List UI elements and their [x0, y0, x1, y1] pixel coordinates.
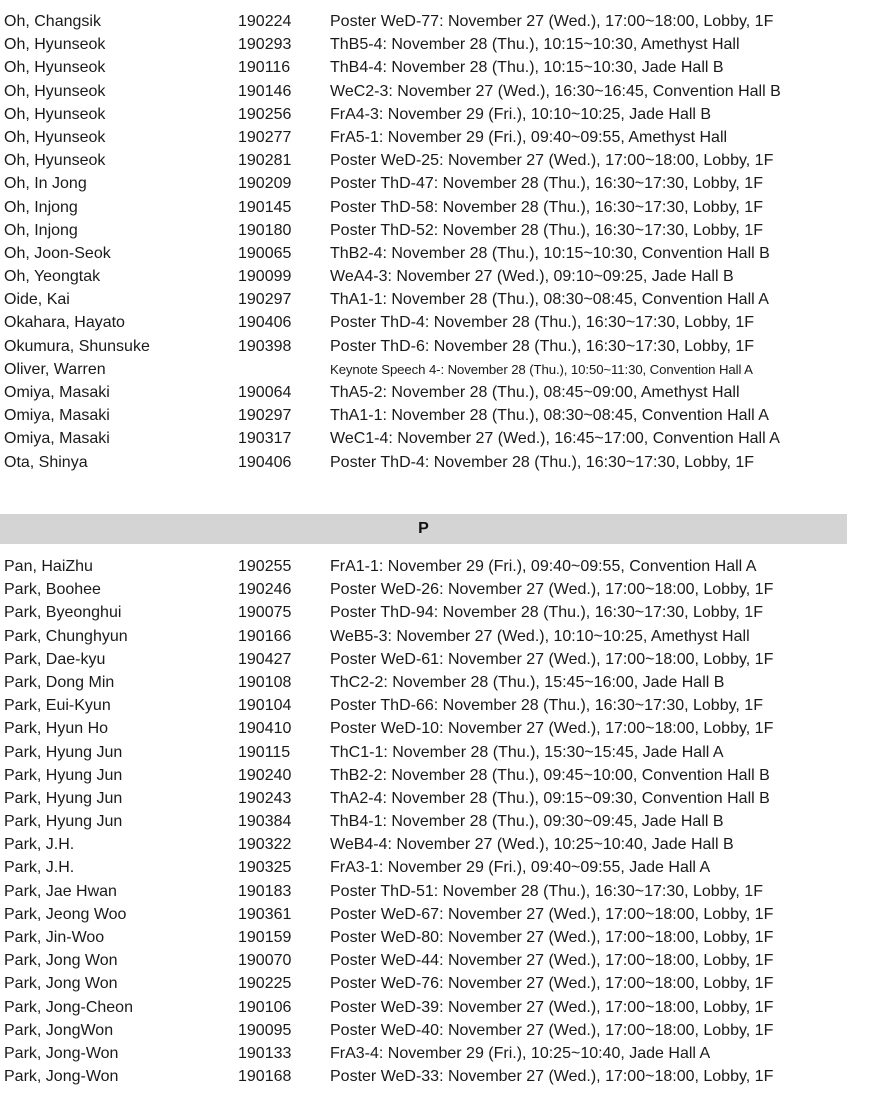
index-row: [4, 196, 864, 219]
session-info: Poster ThD-58: November 28 (Thu.), 16:30~17:30, Lobby, 1F: [330, 198, 763, 216]
index-row: [4, 10, 864, 33]
index-row: [4, 242, 864, 265]
author-name: Park, Hyung Jun: [4, 789, 123, 807]
session-info: Poster ThD-94: November 28 (Thu.), 16:30~17:30, Lobby, 1F: [330, 604, 763, 622]
index-row: [4, 1065, 864, 1088]
author-name: Park, Jong Won: [4, 975, 118, 993]
session-info: ThA5-2: November 28 (Thu.), 08:45~09:00, Amethyst Hall: [330, 384, 740, 401]
session-info: ThB2-4: November 28 (Thu.), 10:15~10:30, Convention Hall B: [330, 244, 770, 262]
paper-id: 190180: [238, 221, 292, 239]
author-name: Park, Byeonghui: [4, 604, 122, 622]
index-row: [4, 219, 864, 242]
author-name: Ota, Shinya: [4, 453, 88, 471]
index-row: [4, 288, 864, 311]
session-info: ThA1-1: November 28 (Thu.), 08:30~08:45, Convention Hall A: [330, 291, 769, 309]
session-info: Poster ThD-6: November 28 (Thu.), 16:30~17:30, Lobby, 1F: [330, 337, 755, 355]
session-info: Poster WeD-33: November 27 (Wed.), 17:00~18:00, Lobby, 1F: [330, 1068, 774, 1086]
author-index-o-section: [4, 10, 864, 474]
author-name: Oh, Joon-Seok: [4, 244, 111, 262]
index-row: [4, 126, 864, 149]
paper-id: 190166: [238, 627, 292, 645]
author-name: Park, Jong-Won: [4, 1044, 119, 1062]
session-info: Poster WeD-10: November 27 (Wed.), 17:00~18:00, Lobby, 1F: [330, 720, 774, 738]
session-info: Poster WeD-39: November 27 (Wed.), 17:00~18:00, Lobby, 1F: [330, 998, 774, 1016]
author-name: Park, Jong Won: [4, 952, 118, 970]
author-name: Oh, Hyunseok: [4, 152, 106, 170]
author-name: Park, Jeong Woo: [4, 905, 127, 923]
session-info: Keynote Speech 4-: November 28 (Thu.), 10:50~11:30, Convention Hall A: [330, 361, 753, 377]
author-name: Omiya, Masaki: [4, 407, 110, 425]
session-info: Poster WeD-76: November 27 (Wed.), 17:00~18:00, Lobby, 1F: [330, 975, 774, 993]
paper-id: 190256: [238, 105, 292, 123]
paper-id: 190246: [238, 581, 292, 599]
session-info: Poster ThD-52: November 28 (Thu.), 16:30~17:30, Lobby, 1F: [330, 221, 763, 239]
index-row: [4, 311, 864, 334]
session-info: Poster WeD-40: November 27 (Wed.), 17:00~18:00, Lobby, 1F: [330, 1021, 774, 1039]
session-info: FrA3-4: November 29 (Fri.), 10:25~10:40, Jade Hall A: [330, 1044, 711, 1062]
index-row: [4, 856, 864, 879]
index-row: [4, 601, 864, 624]
session-info: ThA1-1: November 28 (Thu.), 08:30~08:45, Convention Hall A: [330, 407, 769, 425]
paper-id: 190104: [238, 697, 292, 715]
session-info: FrA3-1: November 29 (Fri.), 09:40~09:55, Jade Hall A: [330, 859, 711, 877]
session-info: FrA4-3: November 29 (Fri.), 10:10~10:25, Jade Hall B: [330, 105, 712, 123]
index-row: [4, 265, 864, 288]
author-name: Park, Hyung Jun: [4, 766, 123, 784]
index-row: [4, 578, 864, 601]
author-name: Oh, Hyunseok: [4, 128, 106, 146]
session-info: Poster ThD-51: November 28 (Thu.), 16:30~17:30, Lobby, 1F: [330, 882, 763, 900]
session-info: ThC1-1: November 28 (Thu.), 15:30~15:45, Jade Hall A: [330, 743, 724, 761]
session-info: ThB2-2: November 28 (Thu.), 09:45~10:00, Convention Hall B: [330, 766, 770, 784]
index-row: [4, 625, 864, 648]
paper-id: 190065: [238, 244, 292, 262]
paper-id: 190116: [238, 59, 291, 77]
author-name: Park, Dae-kyu: [4, 650, 106, 668]
index-row: [4, 648, 864, 671]
author-name: Park, Dong Min: [4, 673, 115, 691]
index-row: [4, 381, 864, 404]
session-info: WeA4-3: November 27 (Wed.), 09:10~09:25, Jade Hall B: [330, 268, 734, 286]
paper-id: 190384: [238, 813, 292, 831]
author-name: Park, Jin-Woo: [4, 929, 105, 946]
author-name: Park, Boohee: [4, 581, 101, 599]
author-name: Omiya, Masaki: [4, 430, 110, 448]
author-name: Oh, Hyunseok: [4, 105, 106, 123]
author-name: Park, Jae Hwan: [4, 882, 117, 900]
author-name: Oh, Injong: [4, 221, 78, 239]
author-name: Pan, HaiZhu: [4, 558, 93, 575]
author-name: Park, Hyung Jun: [4, 813, 123, 831]
index-row: [4, 671, 864, 694]
index-row: [4, 358, 864, 381]
session-info: Poster ThD-47: November 28 (Thu.), 16:30~17:30, Lobby, 1F: [330, 175, 763, 193]
author-name: Okahara, Hayato: [4, 314, 125, 332]
index-row: [4, 451, 864, 474]
session-info: Poster ThD-4: November 28 (Thu.), 16:30~17:30, Lobby, 1F: [330, 314, 755, 332]
index-row: [4, 103, 864, 126]
session-info: ThB4-1: November 28 (Thu.), 09:30~09:45, Jade Hall B: [330, 813, 724, 831]
paper-id: 190075: [238, 604, 292, 622]
index-row: [4, 33, 864, 56]
paper-id: 190322: [238, 836, 292, 854]
session-info: WeB4-4: November 27 (Wed.), 10:25~10:40, Jade Hall B: [330, 836, 734, 854]
index-row: [4, 149, 864, 172]
session-info: WeB5-3: November 27 (Wed.), 10:10~10:25, Amethyst Hall: [330, 627, 750, 645]
session-info: Poster WeD-61: November 27 (Wed.), 17:00~18:00, Lobby, 1F: [330, 650, 774, 668]
index-row: [4, 972, 864, 995]
paper-id: 190209: [238, 175, 292, 193]
paper-id: 190255: [238, 558, 292, 575]
paper-id: 190410: [238, 720, 292, 738]
paper-id: 190224: [238, 13, 292, 30]
session-info: Poster WeD-44: November 27 (Wed.), 17:00~18:00, Lobby, 1F: [330, 952, 774, 970]
paper-id: 190146: [238, 82, 292, 100]
author-name: Park, Eui-Kyun: [4, 697, 111, 715]
index-row: [4, 335, 864, 358]
paper-id: 190240: [238, 766, 292, 784]
session-info: WeC1-4: November 27 (Wed.), 16:45~17:00, Convention Hall A: [330, 430, 780, 448]
author-name: Park, Jong-Cheon: [4, 998, 133, 1016]
session-info: ThA2-4: November 28 (Thu.), 09:15~09:30, Convention Hall B: [330, 789, 770, 807]
session-info: Poster WeD-77: November 27 (Wed.), 17:00~18:00, Lobby, 1F: [330, 13, 774, 30]
index-row: [4, 717, 864, 740]
session-info: FrA5-1: November 29 (Fri.), 09:40~09:55, Amethyst Hall: [330, 128, 728, 146]
author-name: Park, Hyung Jun: [4, 743, 123, 761]
paper-id: 190183: [238, 882, 292, 900]
index-row: [4, 926, 864, 949]
paper-id: 190427: [238, 650, 292, 668]
session-info: Poster WeD-80: November 27 (Wed.), 17:00~18:00, Lobby, 1F: [330, 929, 774, 946]
author-name: Park, J.H.: [4, 836, 75, 854]
author-name: Okumura, Shunsuke: [4, 337, 150, 355]
paper-id: 190133: [238, 1044, 292, 1062]
index-row: [4, 555, 864, 578]
paper-id: 190398: [238, 337, 292, 355]
author-name: Park, Jong-Won: [4, 1068, 119, 1086]
paper-id: 190095: [238, 1021, 292, 1039]
section-letter-header: P: [0, 514, 847, 544]
index-row: [4, 1042, 864, 1065]
author-name: Oh, Injong: [4, 198, 78, 216]
session-info: ThB4-4: November 28 (Thu.), 10:15~10:30, Jade Hall B: [330, 59, 724, 77]
paper-id: 190168: [238, 1068, 292, 1086]
paper-id: 190325: [238, 859, 292, 877]
paper-id: 190115: [238, 743, 291, 761]
paper-id: 190293: [238, 36, 292, 54]
index-row: [4, 1019, 864, 1042]
author-name: Park, JongWon: [4, 1021, 114, 1039]
paper-id: 190297: [238, 291, 292, 309]
author-name: Oliver, Warren: [4, 360, 106, 378]
index-row: [4, 172, 864, 195]
author-name: Oh, In Jong: [4, 175, 87, 193]
session-info: Poster ThD-66: November 28 (Thu.), 16:30~17:30, Lobby, 1F: [330, 697, 763, 715]
session-info: Poster WeD-26: November 27 (Wed.), 17:00~18:00, Lobby, 1F: [330, 581, 774, 599]
paper-id: 190070: [238, 952, 292, 970]
author-name: Park, Hyun Ho: [4, 720, 109, 738]
paper-id: 190281: [238, 152, 292, 170]
session-info: WeC2-3: November 27 (Wed.), 16:30~16:45, Convention Hall B: [330, 82, 781, 100]
author-name: Omiya, Masaki: [4, 384, 110, 401]
index-row: [4, 833, 864, 856]
paper-id: 190317: [238, 430, 292, 448]
author-name: Oh, Yeongtak: [4, 268, 101, 286]
index-row: [4, 56, 864, 79]
index-row: [4, 787, 864, 810]
index-row: [4, 404, 864, 427]
author-name: Park, J.H.: [4, 859, 75, 877]
index-row: [4, 880, 864, 903]
index-row: [4, 949, 864, 972]
paper-id: 190277: [238, 128, 292, 146]
session-info: FrA1-1: November 29 (Fri.), 09:40~09:55, Convention Hall A: [330, 558, 757, 575]
author-name: Oh, Hyunseok: [4, 82, 106, 100]
paper-id: 190243: [238, 789, 292, 807]
index-row: [4, 810, 864, 833]
index-row: [4, 427, 864, 450]
session-info: Poster ThD-4: November 28 (Thu.), 16:30~17:30, Lobby, 1F: [330, 453, 755, 471]
index-row: [4, 80, 864, 103]
paper-id: 190108: [238, 673, 292, 691]
author-index-p-section: [4, 555, 864, 1088]
index-row: [4, 903, 864, 926]
index-row: [4, 741, 864, 764]
paper-id: 190159: [238, 929, 292, 946]
paper-id: 190099: [238, 268, 292, 286]
paper-id: 190145: [238, 198, 292, 216]
paper-id: 190225: [238, 975, 292, 993]
paper-id: 190297: [238, 407, 292, 425]
index-row: [4, 764, 864, 787]
session-info: ThC2-2: November 28 (Thu.), 15:45~16:00, Jade Hall B: [330, 673, 725, 691]
paper-id: 190406: [238, 453, 292, 471]
paper-id: 190106: [238, 998, 292, 1016]
author-name: Oh, Hyunseok: [4, 36, 106, 54]
session-info: Poster WeD-25: November 27 (Wed.), 17:00~18:00, Lobby, 1F: [330, 152, 774, 170]
index-row: [4, 996, 864, 1019]
author-name: Park, Chunghyun: [4, 627, 128, 645]
paper-id: 190406: [238, 314, 292, 332]
session-info: ThB5-4: November 28 (Thu.), 10:15~10:30, Amethyst Hall: [330, 36, 740, 54]
session-info: Poster WeD-67: November 27 (Wed.), 17:00~18:00, Lobby, 1F: [330, 905, 774, 923]
index-row: [4, 694, 864, 717]
paper-id: 190361: [238, 905, 292, 923]
author-name: Oide, Kai: [4, 291, 70, 309]
paper-id: 190064: [238, 384, 292, 401]
author-name: Oh, Changsik: [4, 13, 101, 30]
author-name: Oh, Hyunseok: [4, 59, 106, 77]
